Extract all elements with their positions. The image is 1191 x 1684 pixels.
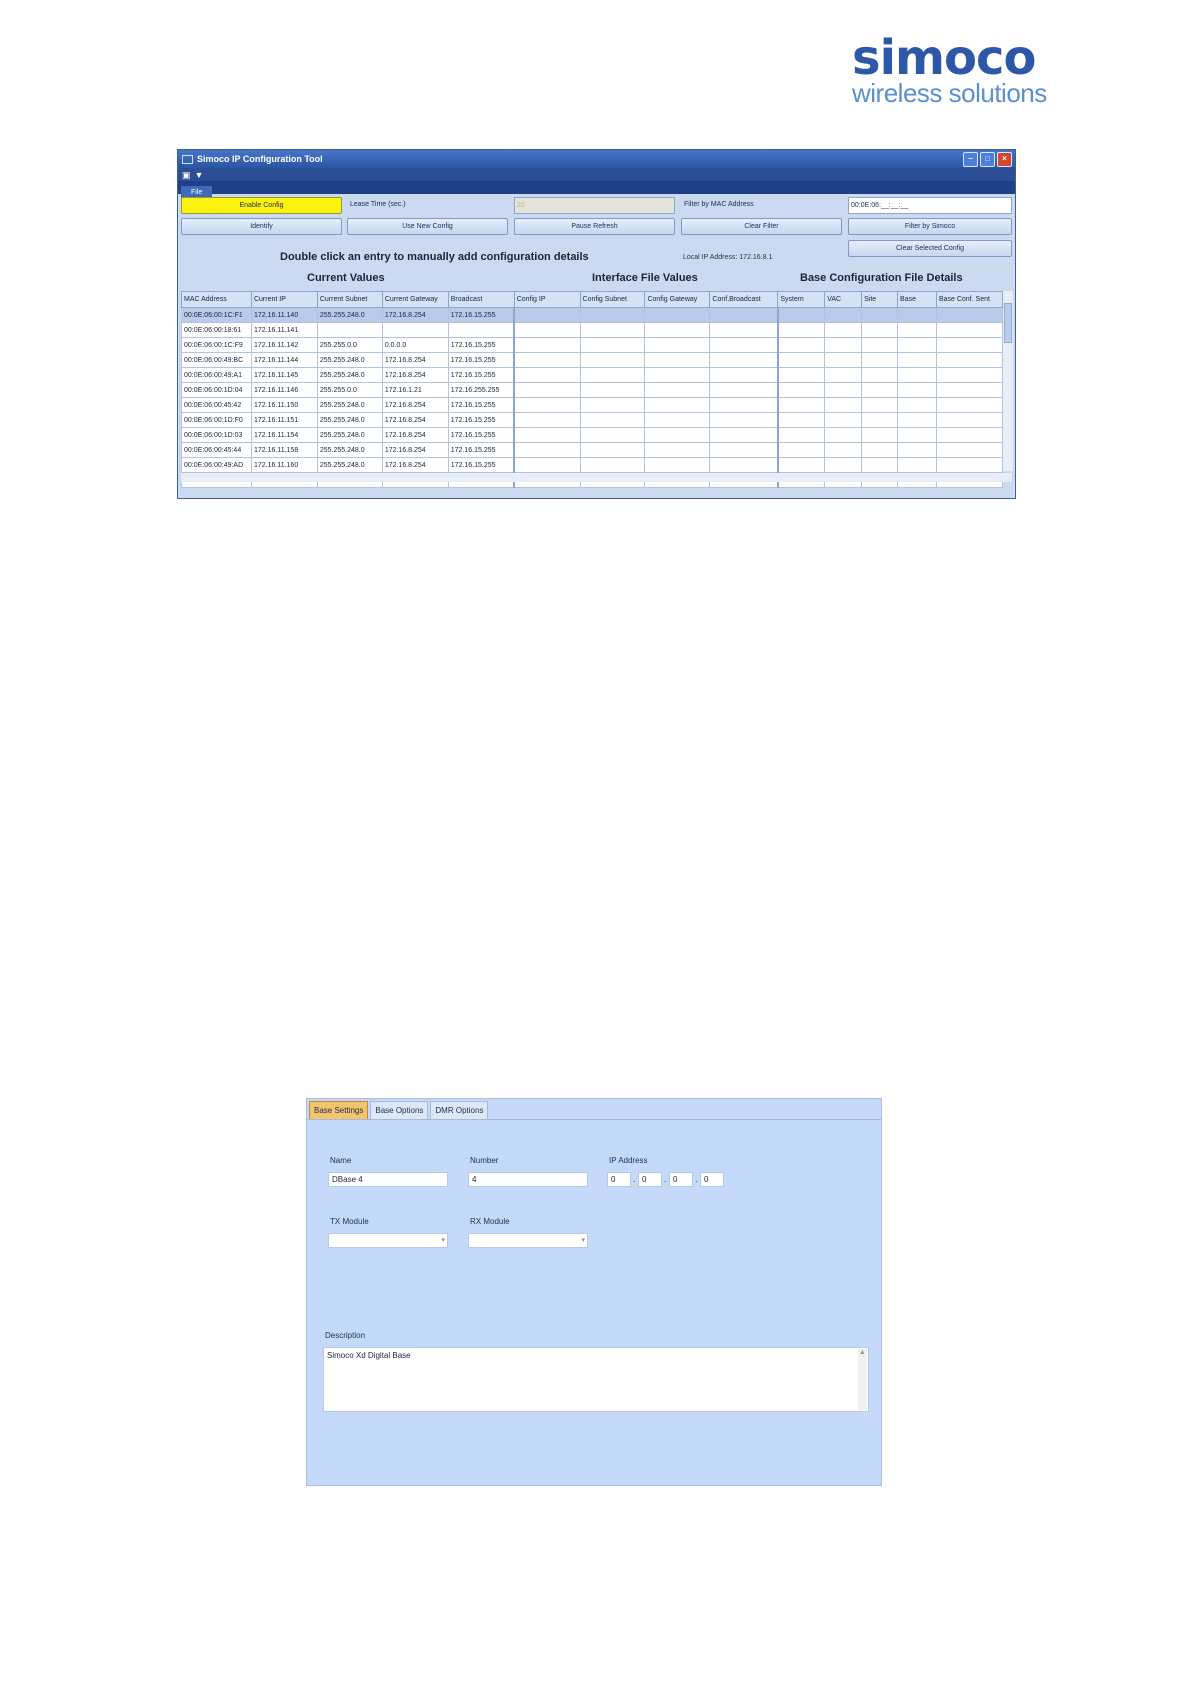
menu-bar: [178, 181, 1015, 194]
table-cell: [317, 323, 382, 338]
table-cell: 172.16.8.254: [382, 353, 448, 368]
table-cell: 255.255.0.0: [317, 383, 382, 398]
table-cell: 172.16.15.255: [448, 458, 514, 473]
column-header[interactable]: Config IP: [514, 292, 580, 308]
column-header[interactable]: Base: [898, 292, 937, 308]
table-cell: 172.16.15.255: [448, 413, 514, 428]
table-cell: [778, 338, 825, 353]
chevron-down-icon: ▾: [441, 1237, 445, 1244]
table-cell: [825, 413, 862, 428]
enable-config-button[interactable]: Enable Config: [181, 197, 342, 214]
table-cell: [710, 323, 778, 338]
table-row[interactable]: [182, 338, 1003, 353]
table-cell: [645, 368, 710, 383]
pause-refresh-button[interactable]: Pause Refresh: [514, 218, 675, 235]
table-cell: 0.0.0.0: [382, 338, 448, 353]
maximize-button[interactable]: □: [980, 152, 995, 167]
table-cell: [645, 308, 710, 323]
filter-mac-input[interactable]: 00:0E:06:__:__:__: [848, 197, 1012, 214]
table-cell: [862, 383, 898, 398]
table-cell: [514, 353, 580, 368]
table-cell: [514, 443, 580, 458]
tab-divider: [307, 1119, 881, 1120]
table-cell: [862, 443, 898, 458]
table-cell: [710, 443, 778, 458]
rx-module-select[interactable]: [468, 1233, 588, 1248]
table-cell: [645, 353, 710, 368]
table-cell: [645, 383, 710, 398]
column-header[interactable]: Broadcast: [448, 292, 514, 308]
table-cell: [580, 308, 645, 323]
devices-table-container: [181, 291, 1003, 471]
table-cell: [514, 413, 580, 428]
table-cell: [645, 323, 710, 338]
table-cell: [580, 398, 645, 413]
logo-tagline: wireless solutions: [852, 78, 1047, 108]
table-cell: 00:0E:06:00:49:BC: [182, 353, 252, 368]
table-cell: [710, 353, 778, 368]
table-cell: [580, 443, 645, 458]
table-cell: 00:0E:06:00:1C:F9: [182, 338, 252, 353]
table-cell: [710, 368, 778, 383]
lease-time-label: Lease Time (sec.): [350, 201, 406, 208]
table-cell: [580, 383, 645, 398]
table-cell: [514, 458, 580, 473]
table-cell: 255.255.248.0: [317, 353, 382, 368]
table-row[interactable]: [182, 413, 1003, 428]
description-scrollbar[interactable]: ▲: [858, 1349, 867, 1410]
table-cell: 172.16.8.254: [382, 458, 448, 473]
table-cell: 172.16.8.254: [382, 428, 448, 443]
table-cell: [580, 368, 645, 383]
name-label: Name: [330, 1156, 352, 1165]
table-cell: [898, 413, 937, 428]
table-cell: [514, 308, 580, 323]
description-label: Description: [325, 1331, 366, 1340]
table-cell: [898, 338, 937, 353]
table-cell: 172.16.11.146: [251, 383, 317, 398]
table-cell: [645, 398, 710, 413]
ip-octet-1[interactable]: 0: [607, 1172, 631, 1187]
base-settings-pane: [306, 1098, 882, 1486]
title-bar: [178, 150, 1015, 168]
table-cell: 172.16.11.158: [251, 443, 317, 458]
table-cell: [825, 428, 862, 443]
table-cell: 172.16.8.254: [382, 413, 448, 428]
column-header[interactable]: Base Conf. Sent: [936, 292, 1002, 308]
table-cell: [710, 308, 778, 323]
table-row[interactable]: [182, 368, 1003, 383]
table-row[interactable]: [182, 398, 1003, 413]
ip-octet-4[interactable]: 0: [700, 1172, 724, 1187]
hint-text: Double click an entry to manually add configuration details: [280, 251, 589, 263]
table-cell: [862, 353, 898, 368]
table-cell: 172.16.11.150: [251, 398, 317, 413]
table-cell: 00:0E:06:00:49:AD: [182, 458, 252, 473]
table-cell: [645, 338, 710, 353]
table-cell: [936, 323, 1002, 338]
table-cell: [898, 458, 937, 473]
table-cell: 172.16.8.254: [382, 308, 448, 323]
vertical-scrollbar[interactable]: [1003, 291, 1013, 471]
table-cell: 172.16.8.254: [382, 368, 448, 383]
table-cell: 255.255.0.0: [317, 338, 382, 353]
table-cell: [778, 383, 825, 398]
table-row[interactable]: [182, 458, 1003, 473]
description-textarea[interactable]: [323, 1347, 869, 1412]
table-cell: [825, 458, 862, 473]
name-input[interactable]: DBase 4: [328, 1172, 448, 1187]
table-cell: [898, 323, 937, 338]
table-cell: [936, 443, 1002, 458]
table-cell: [514, 323, 580, 338]
table-cell: [645, 458, 710, 473]
save-icon[interactable]: ▣: [182, 169, 191, 180]
quick-access-toolbar: [178, 168, 1015, 181]
table-cell: 255.255.248.0: [317, 458, 382, 473]
column-header[interactable]: Site: [862, 292, 898, 308]
tab-dmr-options[interactable]: DMR Options: [430, 1101, 488, 1119]
table-cell: 172.16.11.141: [251, 323, 317, 338]
table-cell: 255.255.248.0: [317, 398, 382, 413]
table-cell: 172.16.15.255: [448, 368, 514, 383]
table-cell: [710, 413, 778, 428]
identify-button[interactable]: Identify: [181, 218, 342, 235]
column-header[interactable]: Current Gateway: [382, 292, 448, 308]
table-cell: [862, 413, 898, 428]
table-cell: [778, 308, 825, 323]
table-cell: [580, 353, 645, 368]
table-cell: [825, 323, 862, 338]
table-cell: 255.255.248.0: [317, 308, 382, 323]
table-cell: [898, 398, 937, 413]
devices-table: [181, 291, 1003, 488]
ip-address-label: IP Address: [609, 1156, 648, 1165]
table-cell: [514, 398, 580, 413]
section-base-config-details: Base Configuration File Details: [800, 272, 963, 284]
table-cell: 00:0E:06:00:18:61: [182, 323, 252, 338]
table-row[interactable]: [182, 323, 1003, 338]
table-cell: [645, 428, 710, 443]
table-cell: 172.16.15.255: [448, 308, 514, 323]
table-cell: [936, 398, 1002, 413]
table-cell: [710, 428, 778, 443]
table-cell: [825, 338, 862, 353]
use-new-config-button[interactable]: Use New Config: [347, 218, 508, 235]
table-cell: [862, 308, 898, 323]
table-cell: [778, 323, 825, 338]
table-cell: 172.16.8.254: [382, 443, 448, 458]
table-cell: [778, 398, 825, 413]
table-cell: [514, 368, 580, 383]
number-input[interactable]: 4: [468, 1172, 588, 1187]
table-cell: 172.16.11.144: [251, 353, 317, 368]
table-cell: [898, 383, 937, 398]
table-cell: [936, 383, 1002, 398]
table-cell: [778, 458, 825, 473]
table-cell: [862, 398, 898, 413]
column-header[interactable]: Conf.Broadcast: [710, 292, 778, 308]
table-cell: [936, 458, 1002, 473]
file-menu[interactable]: File: [181, 186, 212, 199]
table-cell: 00:0E:06:00:1D:F0: [182, 413, 252, 428]
column-header[interactable]: System: [778, 292, 825, 308]
table-cell: [862, 338, 898, 353]
table-cell: 255.255.248.0: [317, 428, 382, 443]
table-cell: [825, 308, 862, 323]
table-cell: 172.16.8.254: [382, 398, 448, 413]
table-cell: [936, 368, 1002, 383]
table-cell: 172.16.11.145: [251, 368, 317, 383]
simoco-logo: [852, 30, 1052, 108]
filter-by-simoco-button[interactable]: Filter by Simoco: [848, 218, 1012, 235]
table-cell: [898, 443, 937, 458]
clear-filter-button[interactable]: Clear Filter: [681, 218, 842, 235]
table-cell: [936, 413, 1002, 428]
table-cell: [898, 428, 937, 443]
close-button[interactable]: ×: [997, 152, 1012, 167]
minimize-button[interactable]: –: [963, 152, 978, 167]
table-cell: [862, 428, 898, 443]
table-cell: [710, 398, 778, 413]
table-cell: [580, 428, 645, 443]
table-cell: 00:0E:06:00:49:A1: [182, 368, 252, 383]
table-cell: [898, 368, 937, 383]
table-cell: 172.16.15.255: [448, 428, 514, 443]
column-header[interactable]: Current Subnet: [317, 292, 382, 308]
table-cell: [778, 428, 825, 443]
table-cell: 00:0E:06:00:1C:F1: [182, 308, 252, 323]
table-cell: [710, 338, 778, 353]
table-cell: [936, 308, 1002, 323]
table-cell: [825, 383, 862, 398]
filter-icon[interactable]: ▼: [194, 169, 204, 180]
tab-base-settings[interactable]: Base Settings: [309, 1101, 368, 1119]
table-cell: [898, 308, 937, 323]
section-current-values: Current Values: [307, 272, 385, 284]
app-icon: [182, 155, 193, 164]
table-cell: [825, 443, 862, 458]
horizontal-scrollbar[interactable]: [181, 473, 1012, 482]
table-cell: 172.16.15.255: [448, 398, 514, 413]
table-row[interactable]: [182, 443, 1003, 458]
table-cell: 172.16.11.160: [251, 458, 317, 473]
table-cell: [580, 338, 645, 353]
table-cell: 00:0E:06:00:45:44: [182, 443, 252, 458]
table-cell: [448, 323, 514, 338]
ip-dot: .: [633, 1174, 636, 1184]
table-cell: [825, 398, 862, 413]
ip-config-window: [177, 149, 1016, 499]
table-cell: [936, 338, 1002, 353]
settings-tabs: [309, 1101, 488, 1119]
table-cell: [862, 323, 898, 338]
table-cell: [862, 368, 898, 383]
column-header[interactable]: VAC: [825, 292, 862, 308]
table-cell: [778, 443, 825, 458]
table-cell: [580, 413, 645, 428]
rx-module-label: RX Module: [470, 1217, 510, 1226]
logo-wordmark: simoco: [852, 30, 1036, 86]
table-cell: [514, 428, 580, 443]
table-cell: 172.16.1.21: [382, 383, 448, 398]
table-cell: 00:0E:06:00:1D:03: [182, 428, 252, 443]
table-cell: 255.255.248.0: [317, 368, 382, 383]
table-cell: 172.16.15.255: [448, 353, 514, 368]
column-header[interactable]: MAC Address: [182, 292, 252, 308]
lease-time-input[interactable]: 20: [514, 197, 675, 214]
table-cell: [778, 353, 825, 368]
table-cell: 00:0E:06:00:1D:04: [182, 383, 252, 398]
ip-dot: .: [664, 1174, 667, 1184]
ip-octet-2[interactable]: 0: [638, 1172, 662, 1187]
vertical-scroll-thumb[interactable]: [1004, 303, 1012, 343]
table-cell: [778, 368, 825, 383]
table-cell: [898, 353, 937, 368]
table-row[interactable]: [182, 383, 1003, 398]
table-cell: [710, 383, 778, 398]
table-cell: 00:0E:06:00:45:42: [182, 398, 252, 413]
table-cell: [825, 353, 862, 368]
number-label: Number: [470, 1156, 499, 1165]
table-cell: [645, 413, 710, 428]
table-cell: [580, 458, 645, 473]
chevron-down-icon: ▾: [581, 1237, 585, 1244]
table-cell: 172.16.11.151: [251, 413, 317, 428]
table-cell: 172.16.11.154: [251, 428, 317, 443]
column-header[interactable]: Config Gateway: [645, 292, 710, 308]
window-title: Simoco IP Configuration Tool: [197, 154, 323, 164]
table-cell: [778, 413, 825, 428]
local-ip-address: Local IP Address: 172.16.8.1: [683, 254, 773, 261]
ip-dot: .: [695, 1174, 698, 1184]
table-cell: 172.16.255.255: [448, 383, 514, 398]
table-cell: [382, 323, 448, 338]
table-cell: [862, 458, 898, 473]
tx-module-label: TX Module: [330, 1217, 369, 1226]
table-cell: [645, 443, 710, 458]
table-cell: [514, 338, 580, 353]
table-cell: 172.16.11.142: [251, 338, 317, 353]
table-cell: [936, 353, 1002, 368]
column-header[interactable]: Current IP: [251, 292, 317, 308]
column-header[interactable]: Config Subnet: [580, 292, 645, 308]
table-row[interactable]: [182, 428, 1003, 443]
table-cell: [710, 458, 778, 473]
table-cell: [580, 323, 645, 338]
clear-selected-config-button[interactable]: Clear Selected Config: [848, 240, 1012, 257]
table-row[interactable]: [182, 353, 1003, 368]
table-cell: 172.16.11.140: [251, 308, 317, 323]
table-cell: [936, 428, 1002, 443]
description-text: Simoco Xd Digital Base: [327, 1351, 411, 1360]
table-cell: 172.16.15.255: [448, 443, 514, 458]
tab-base-options[interactable]: Base Options: [370, 1101, 428, 1119]
table-row[interactable]: [182, 308, 1003, 323]
table-cell: 255.255.248.0: [317, 413, 382, 428]
filter-mac-label: Filter by MAC Address: [684, 201, 754, 208]
ip-octet-3[interactable]: 0: [669, 1172, 693, 1187]
table-cell: 255.255.248.0: [317, 443, 382, 458]
table-cell: 172.16.15.255: [448, 338, 514, 353]
tx-module-select[interactable]: [328, 1233, 448, 1248]
table-cell: [825, 368, 862, 383]
table-cell: [514, 383, 580, 398]
section-interface-file-values: Interface File Values: [592, 272, 698, 284]
